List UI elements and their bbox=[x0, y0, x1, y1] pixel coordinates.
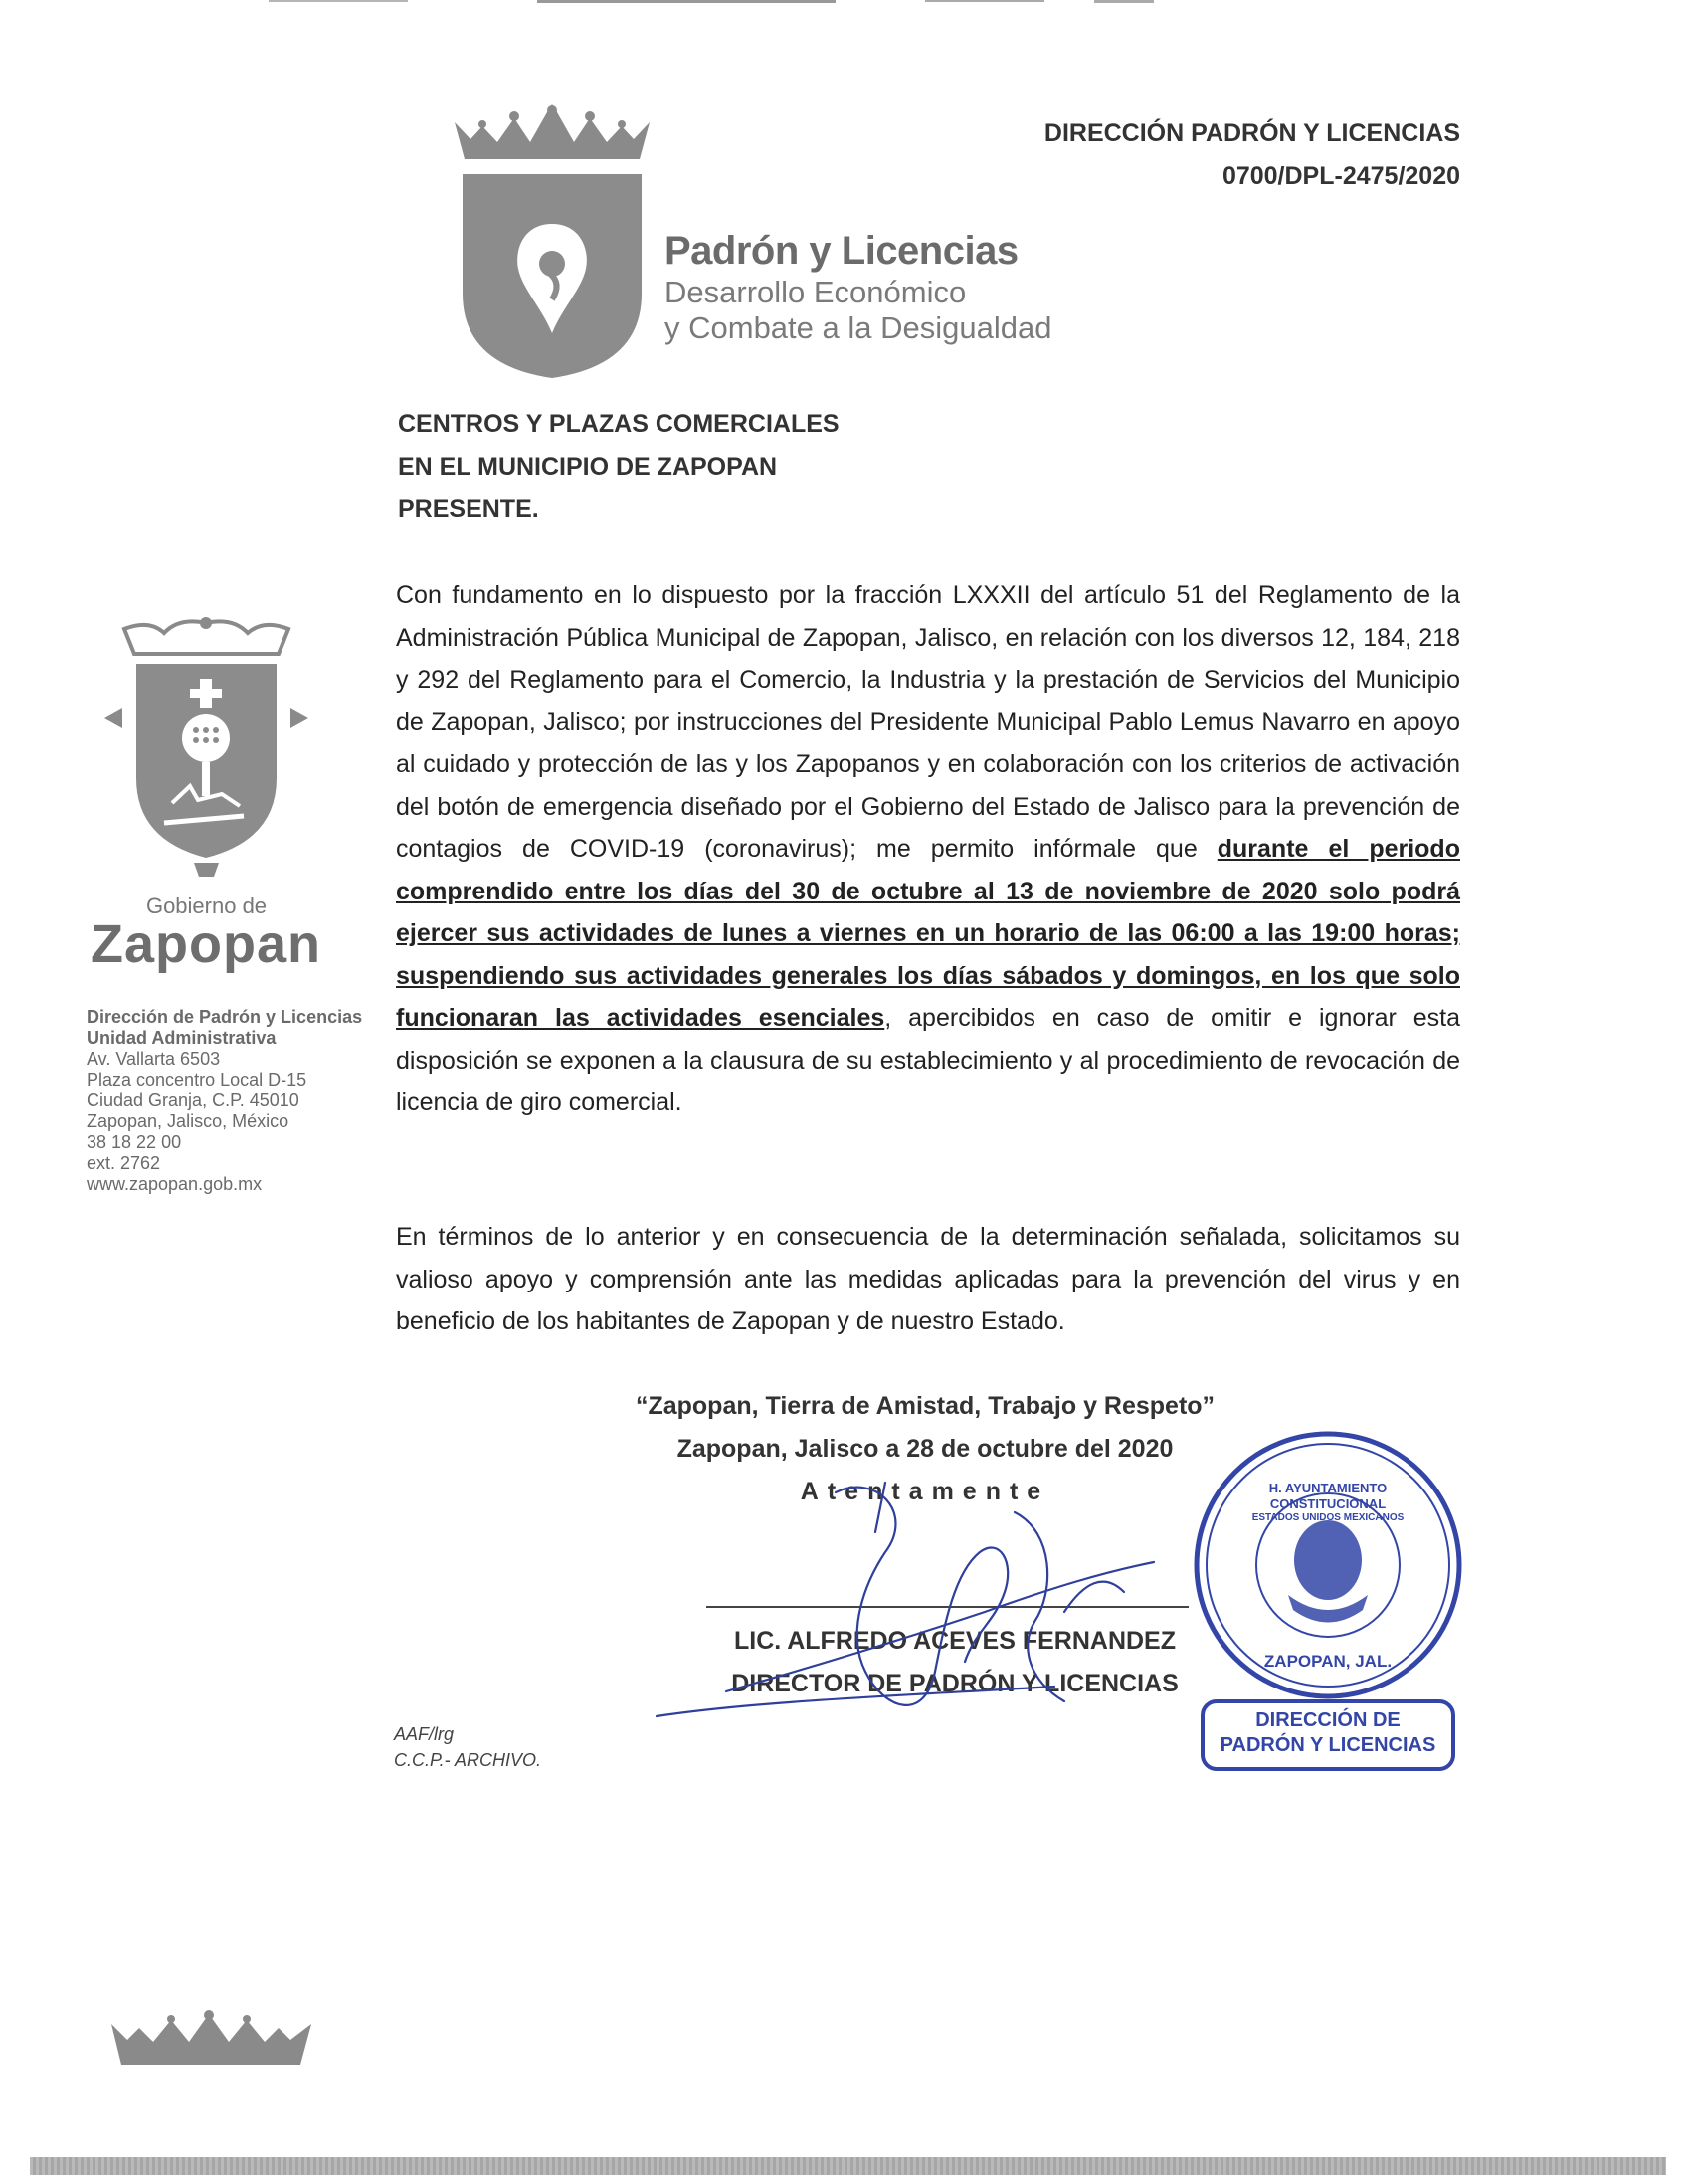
addressee-block bbox=[398, 403, 840, 531]
brand-name: Padrón y Licencias bbox=[664, 229, 1019, 273]
contact-line: Dirección de Padrón y Licencias bbox=[87, 1007, 363, 1027]
body-paragraph-2: En términos de lo anterior y en consecuencia de la determinación señalada, solicitamos su valioso apoyo y comprensión ante las medidas aplicadas para la prevención del virus y en beneficio de los habitantes de Zapopan y de nuestro Estado. bbox=[396, 1223, 1460, 1335]
brand-subtitle-1: Desarrollo Económico bbox=[664, 275, 967, 309]
department-name: DIRECCIÓN PADRÓN Y LICENCIAS bbox=[1043, 119, 1460, 147]
contact-line: Av. Vallarta 6503 bbox=[87, 1049, 221, 1069]
contact-line: Plaza concentro Local D-15 bbox=[87, 1070, 307, 1090]
crown-icon bbox=[109, 2010, 313, 2070]
initials-block bbox=[394, 1721, 541, 1773]
contact-website: www.zapopan.gob.mx bbox=[87, 1174, 263, 1194]
contact-block bbox=[87, 1007, 362, 1195]
addressee-line: CENTROS Y PLAZAS COMERCIALES bbox=[398, 410, 840, 438]
seal-stamp-line-2: PADRÓN Y LICENCIAS bbox=[1220, 1734, 1436, 1756]
paragraph-text: Con fundamento en lo dispuesto por la fracción LXXXII del artículo 51 del Reglamento de la Administración Pública Municipal de Zapopan, Jalisco, en relación con los diversos 12, 184, 218 y 292 del Reglamento para el Comercio, la Industria y la prestación de Servicios del Municipio de Zapopan, Jalisco; por instrucciones del Presidente Municipal Pablo Lemus Navarro en apoyo al cuidado y protección de las y los Zapopanos y en colaboración con los criterios de activación del botón de emergencia diseñado por el Gobierno del Estado de Jalisco para la prevención de contagios de COVID-19 (coronavirus); me permito infórmale que bbox=[396, 581, 1460, 863]
contact-line: Ciudad Granja, C.P. 45010 bbox=[87, 1091, 299, 1110]
signer-title: DIRECTOR DE PADRÓN Y LICENCIAS bbox=[731, 1670, 1179, 1697]
scan-edge-marks bbox=[0, 0, 1691, 6]
place-date: Zapopan, Jalisco a 28 de octubre del 2020 bbox=[676, 1435, 1174, 1463]
handwritten-signature-icon bbox=[637, 1473, 1194, 1741]
initials: AAF/lrg bbox=[394, 1724, 455, 1744]
highlighted-notice: durante el periodo comprendido entre los días del 30 de octubre al 13 de noviembre de 2020 solo podrá ejercer sus actividades de lunes a viernes en un horario de las 06:00 a las 19:00 horas; suspendiendo sus actividades generales los días sábados y domingos, en los que solo funcionaran las actividades esenciales bbox=[396, 835, 1460, 1032]
body-paragraph-1 bbox=[396, 574, 1460, 1124]
paragraph-text: , apercibidos en caso de omitir e ignorar esta disposición se exponen a la clausura de su establecimiento y al procedimiento de revocación de licencia de giro comercial. bbox=[396, 1004, 1460, 1116]
reference-block bbox=[1044, 112, 1460, 198]
addressee-line: EN EL MUNICIPIO DE ZAPOPAN bbox=[398, 453, 778, 481]
contact-line: ext. 2762 bbox=[87, 1153, 161, 1173]
motto: “Zapopan, Tierra de Amistad, Trabajo y Respeto” bbox=[635, 1392, 1216, 1420]
seal-inner-text: ESTADOS UNIDOS MEXICANOS bbox=[1251, 1512, 1405, 1523]
padron-licencias-logo-icon bbox=[453, 104, 652, 383]
brand-block bbox=[664, 227, 1051, 346]
seal-ring-text: H. AYUNTAMIENTO CONSTITUCIONAL bbox=[1268, 1481, 1388, 1511]
brand-subtitle-2: y Combate a la Desigualdad bbox=[664, 310, 1052, 345]
seal-stamp-line-1: DIRECCIÓN DE bbox=[1255, 1709, 1401, 1731]
sign-off: Atentamente bbox=[800, 1478, 1050, 1505]
gov-label: Gobierno de bbox=[145, 893, 268, 918]
copy-note: C.C.P.- ARCHIVO. bbox=[394, 1750, 542, 1770]
contact-line: 38 18 22 00 bbox=[87, 1132, 182, 1152]
addressee-line: PRESENTE. bbox=[398, 496, 539, 523]
signer-name: LIC. ALFREDO ACEVES FERNANDEZ bbox=[734, 1627, 1176, 1655]
seal-bottom-text: ZAPOPAN, JAL. bbox=[1263, 1652, 1393, 1671]
reference-number: 0700/DPL-2475/2020 bbox=[1221, 162, 1460, 190]
gov-name: Zapopan bbox=[91, 914, 321, 974]
zapopan-crest-icon bbox=[94, 609, 318, 883]
footer-bar bbox=[30, 2157, 1666, 2175]
contact-line: Zapopan, Jalisco, México bbox=[87, 1111, 289, 1131]
contact-line: Unidad Administrativa bbox=[87, 1028, 277, 1048]
